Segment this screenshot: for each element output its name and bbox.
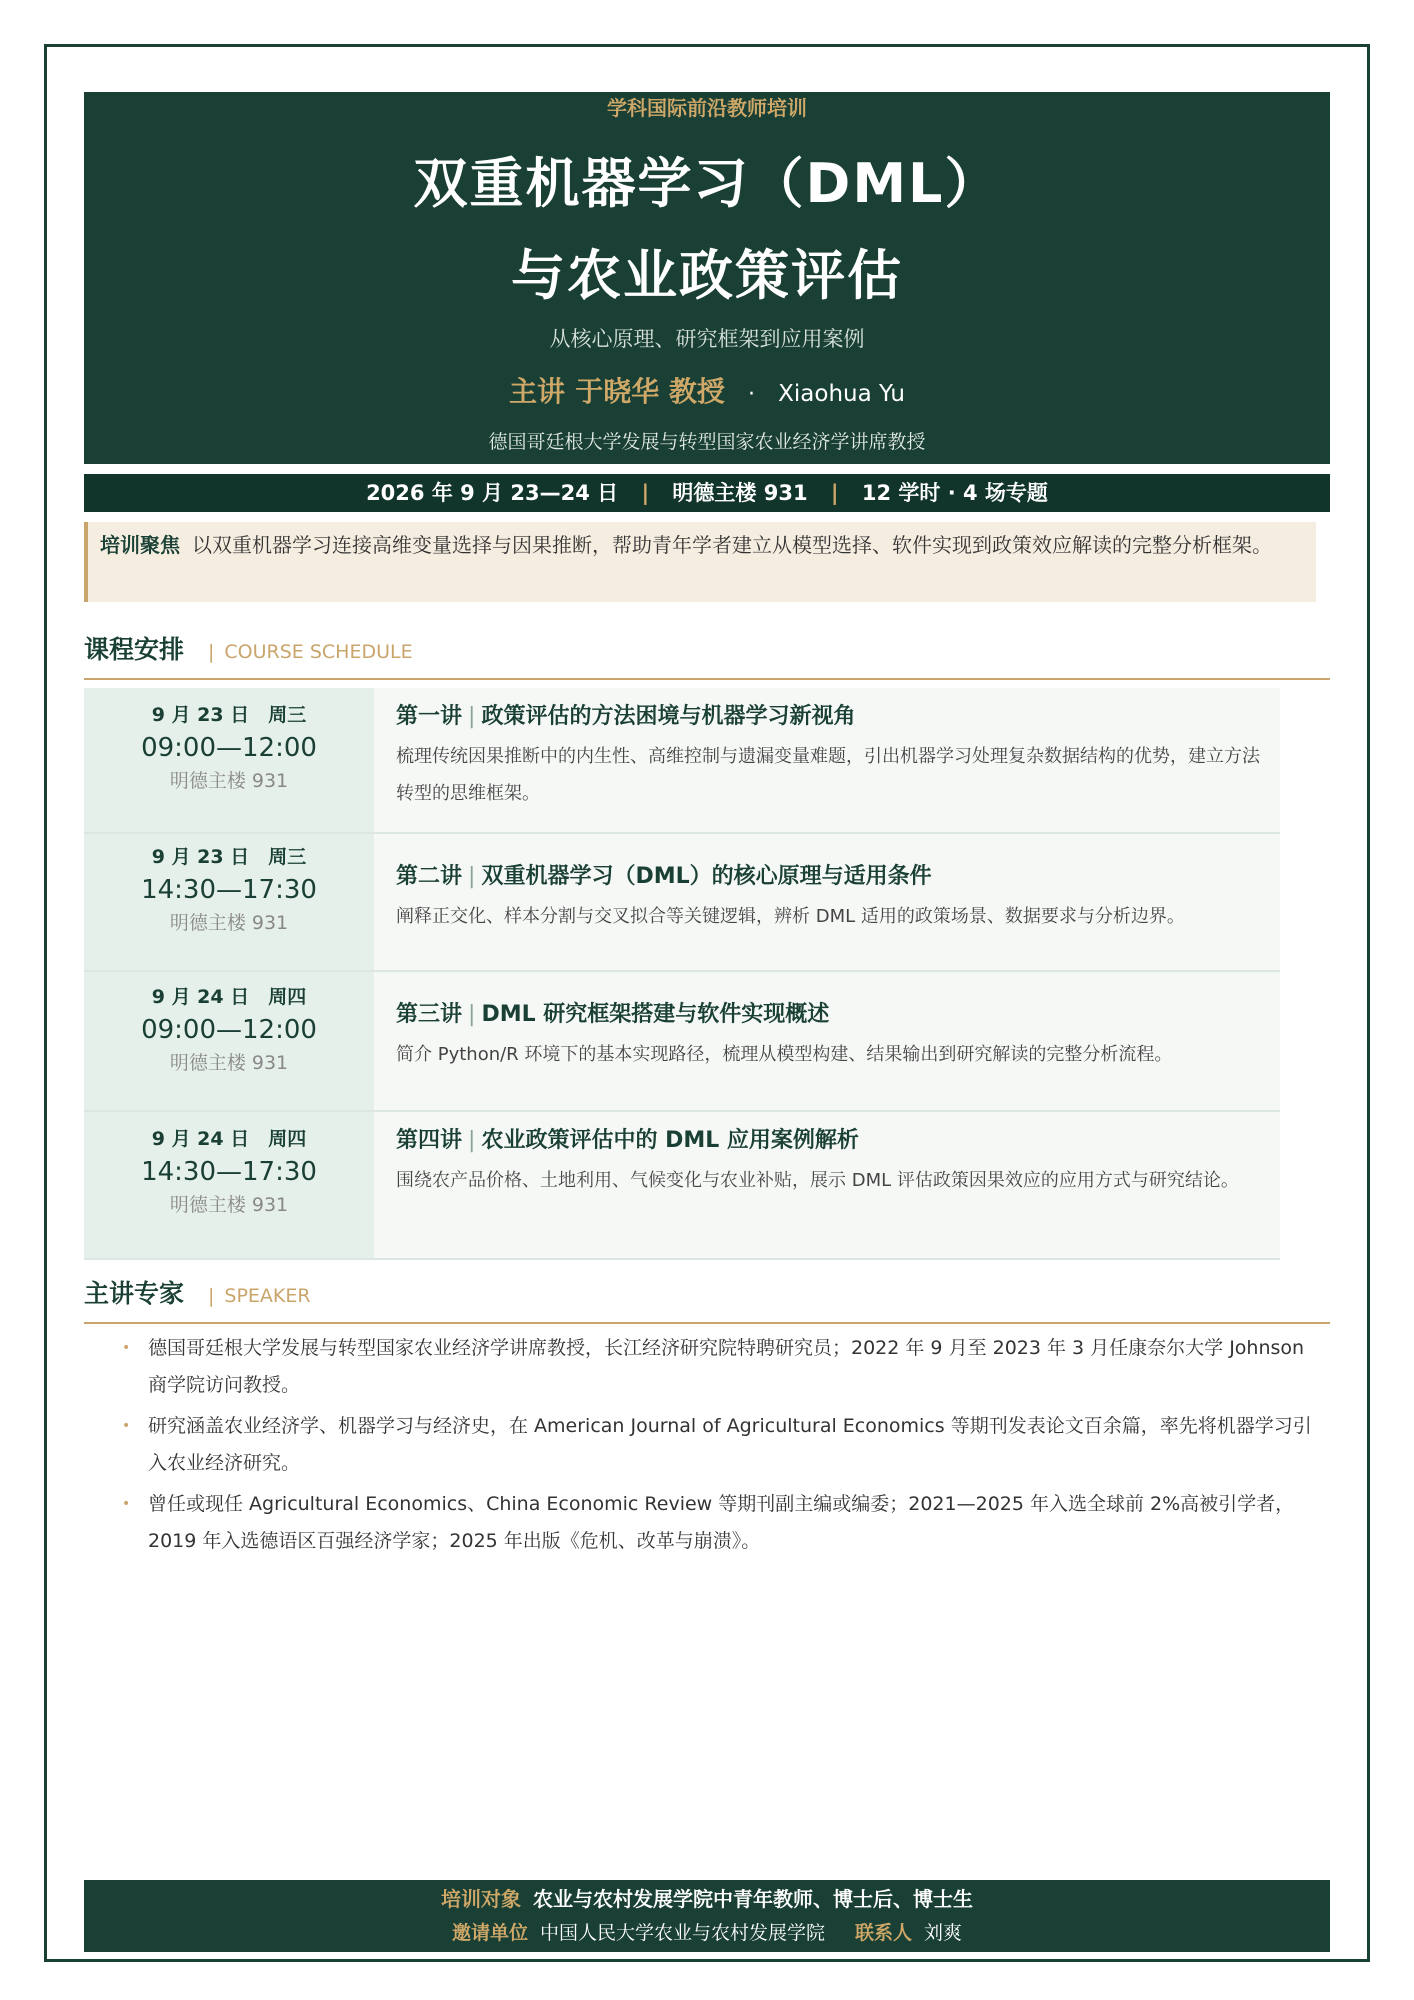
session-date: 9 月 23 日 周三 xyxy=(151,846,307,868)
footer-audience xyxy=(84,1884,1330,1914)
schedule-when xyxy=(84,834,374,970)
speaker-bio-list xyxy=(118,1330,1318,1564)
header-subtitle: 从核心原理、研究框架到应用案例 xyxy=(549,327,865,351)
schedule-when xyxy=(84,1112,374,1258)
bullet-icon: • xyxy=(122,1496,131,1512)
separator-dot: · xyxy=(748,382,756,407)
session-date: 9 月 23 日 周三 xyxy=(151,704,307,726)
schedule-content xyxy=(374,688,1280,832)
info-separator: | xyxy=(830,481,839,505)
session-room: 明德主楼 931 xyxy=(169,1052,289,1074)
session-time: 14:30—17:30 xyxy=(141,1157,317,1187)
session-time: 09:00—12:00 xyxy=(141,1015,317,1045)
schedule-content xyxy=(374,972,1280,1110)
bullet-icon: • xyxy=(122,1340,131,1356)
session-date: 9 月 24 日 周四 xyxy=(151,1128,307,1150)
lecture-desc: 围绕农产品价格、土地利用、气候变化与农业补贴，展示 DML 评估政策因果效应的应用方式与研究结论。 xyxy=(396,1170,1239,1191)
schedule-content xyxy=(374,1112,1280,1258)
lecture-desc: 简介 Python/R 环境下的基本实现路径，梳理从模型构建、结果输出到研究解读的完整分析流程。 xyxy=(396,1044,1173,1065)
lecture-title: 第三讲 | DML 研究框架搭建与软件实现概述 xyxy=(396,1002,830,1027)
header-kicker: 学科国际前沿教师培训 xyxy=(607,96,807,120)
footer-banner xyxy=(84,1880,1330,1952)
contact-text: 刘爽 xyxy=(924,1922,963,1944)
speaker-name-en: Xiaohua Yu xyxy=(778,381,905,407)
info-hours: 12 学时 · 4 场专题 xyxy=(861,481,1048,505)
schedule-when xyxy=(84,972,374,1110)
focus-text: 以双重机器学习连接高维变量选择与因果推断，帮助青年学者建立从模型选择、软件实现到政策效应解读的完整分析框架。 xyxy=(192,533,1272,557)
speaker-section-title xyxy=(84,1274,1330,1324)
title-line-1: 双重机器学习（DML） xyxy=(413,152,1001,215)
schedule-row xyxy=(84,1112,1280,1260)
speaker-line xyxy=(84,374,1330,414)
speaker-label: 主讲 xyxy=(509,375,566,408)
info-date: 2026 年 9 月 23—24 日 xyxy=(366,481,619,505)
title-line-2: 与农业政策评估 xyxy=(511,244,903,307)
lecture-desc: 阐释正交化、样本分割与交叉拟合等关键逻辑，辨析 DML 适用的政策场景、数据要求与分析边界。 xyxy=(396,906,1185,927)
schedule-title-en: | COURSE SCHEDULE xyxy=(208,641,413,663)
info-bar xyxy=(84,474,1330,512)
schedule-title-cn: 课程安排 xyxy=(84,635,185,664)
speaker-title-cn: 主讲专家 xyxy=(84,1279,185,1308)
session-room: 明德主楼 931 xyxy=(169,770,289,792)
session-room: 明德主楼 931 xyxy=(169,912,289,934)
audience-text: 农业与农村发展学院中青年教师、博士后、博士生 xyxy=(533,1887,973,1911)
session-time: 14:30—17:30 xyxy=(141,875,317,905)
host-text: 中国人民大学农业与农村发展学院 xyxy=(539,1922,825,1944)
schedule-row xyxy=(84,972,1280,1112)
session-room: 明德主楼 931 xyxy=(169,1194,289,1216)
lecture-title: 第二讲 | 双重机器学习（DML）的核心原理与适用条件 xyxy=(396,864,932,889)
schedule-content xyxy=(374,834,1280,970)
host-label: 邀请单位 xyxy=(451,1922,528,1944)
schedule-row xyxy=(84,688,1280,834)
info-separator: | xyxy=(641,481,650,505)
schedule-row xyxy=(84,834,1280,972)
speaker-affiliation: 德国哥廷根大学发展与转型国家农业经济学讲席教授 xyxy=(488,431,926,453)
header-banner xyxy=(84,92,1330,464)
bio-item: • 研究涵盖农业经济学、机器学习与经济史，在 American Journal of Agricultural Economics 等期刊发表论文百余篇，率先将机器学习引入农业经济研究。 xyxy=(118,1408,1318,1482)
lecture-title: 第一讲 | 政策评估的方法困境与机器学习新视角 xyxy=(396,704,856,729)
bio-item: • 德国哥廷根大学发展与转型国家农业经济学讲席教授，长江经济研究院特聘研究员；2022 年 9 月至 2023 年 3 月任康奈尔大学 Johnson 商学院访问教授。 xyxy=(118,1330,1318,1404)
speaker-title-en: | SPEAKER xyxy=(208,1285,311,1307)
schedule-section-title xyxy=(84,630,1330,680)
audience-label: 培训对象 xyxy=(441,1887,521,1911)
schedule-when xyxy=(84,688,374,832)
footer-host xyxy=(84,1918,1330,1948)
course-schedule xyxy=(84,688,1280,1260)
focus-label: 培训聚焦 xyxy=(100,533,180,557)
training-focus xyxy=(84,522,1316,602)
contact-label: 联系人 xyxy=(855,1922,913,1944)
speaker-name: 于晓华 教授 xyxy=(575,375,725,408)
bio-item: • 曾任或现任 Agricultural Economics、China Economic Review 等期刊副主编或编委；2021—2025 年入选全球前 2%高被引学者，2019 年入选德语区百强经济学家；2025 年出版《危机、改革与崩溃》。 xyxy=(118,1486,1318,1560)
bullet-icon: • xyxy=(122,1418,131,1434)
lecture-desc: 梳理传统因果推断中的内生性、高维控制与遗漏变量难题，引出机器学习处理复杂数据结构的优势，建立方法转型的思维框架。 xyxy=(396,746,1260,804)
session-date: 9 月 24 日 周四 xyxy=(151,986,307,1008)
lecture-title: 第四讲 | 农业政策评估中的 DML 应用案例解析 xyxy=(396,1128,859,1153)
info-venue: 明德主楼 931 xyxy=(672,481,808,505)
session-time: 09:00—12:00 xyxy=(141,733,317,763)
